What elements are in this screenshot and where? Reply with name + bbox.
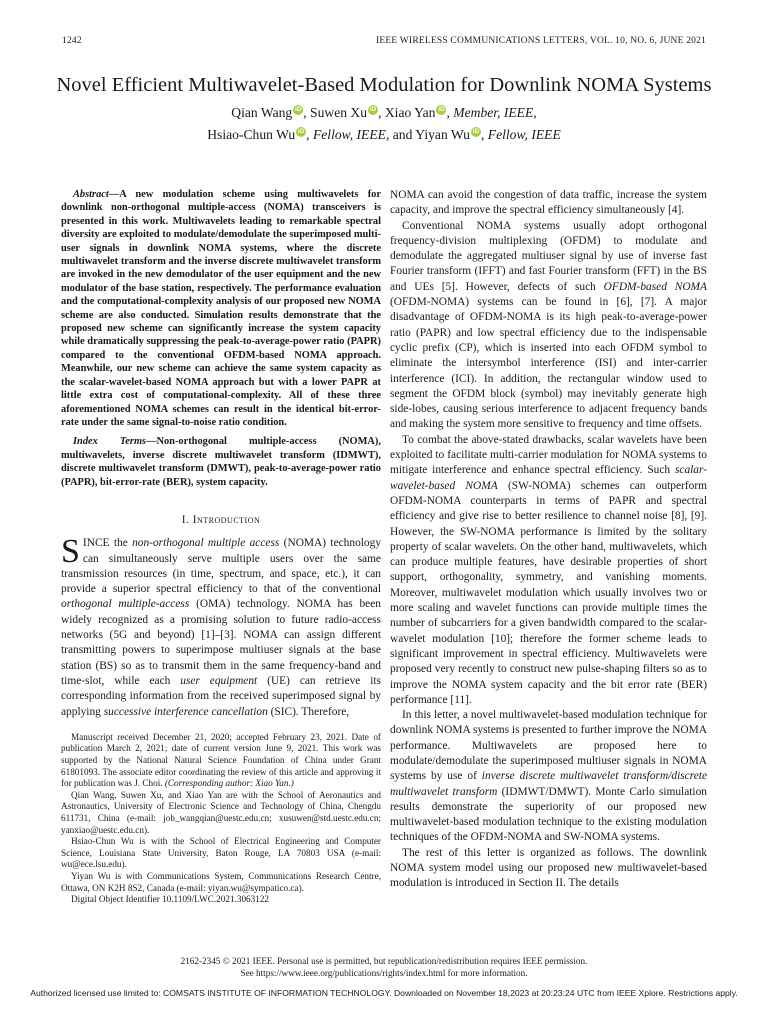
body-paragraph: To combat the above-stated drawbacks, scalar wavelets have been exploited to facilitate multi-carrier modulation for NOMA systems to mitigate interference and enhance spectral efficiency. Such scalar-wavelet-based NOMA (SW-NOMA) schemes can outperform OFDM-NOMA counterparts in terms of PAPR and spectral efficiency and give rise to better resilience to channel noise [8], [9]. However, the SW-NOMA performance is limited by the solitary property of scalar wavelets. On the other hand, multiwavelets, which can produce multiple features, have desirable properties of short support, orthogonality, symmetry, and vanishing moments. Moreover, multiwavelet modulation which usually involves two or more scaling and wavelet functions can provide multiple times the number of subcarriers for a given bandwidth compared to the scalar-wavelet modulation [10]; therefore the former scheme leads to significant improvement in spectral efficiency. Multiwavelets were proposed very recently to construct new pulse-shaping filters so as to improve the NOMA system capacity and the bit error rate (BER) performance [11]. [390, 433, 707, 706]
orcid-icon[interactable]: iD [472, 128, 480, 136]
author-line-2: Hsiao-Chun Wu iD , Fellow, IEEE, and Yiyan Wu iD , Fellow, IEEE [207, 127, 561, 142]
dropcap: S [61, 533, 80, 571]
author-role: Member, IEEE [453, 105, 534, 120]
body-paragraph: Conventional NOMA systems usually adopt orthogonal frequency-division multiplexing (OFDM) to modulate and demodulate the aggregated multiuser signal by use of inverse fast Fourier transform (IFFT) and fast Fourier transform (FFT) in the BS and UEs [5]. However, defects of such OFDM-based NOMA (OFDM-NOMA) systems can be found in [6], [7]. A major disadvantage of OFDM-NOMA is its high peak-to-average-power ratio (PAPR) and low spectral efficiency due to the indispensable cyclic prefix (CP), which is inserted into each OFDM symbol to eliminate the intersymbol interference (ISI) and inter-carrier interference (ICI). In addition, the rectangular window used to segment the OFDM block (symbol) may inevitably generate high side-lobes, causing serious interference to adjacent frequency bands and making the system more sensitive to frequency and time offsets. [390, 219, 707, 431]
author-name: Hsiao-Chun Wu [207, 127, 296, 142]
orcid-icon[interactable]: iD [438, 106, 445, 114]
abstract: Abstract—A new modulation scheme using multiwavelets for downlink non-orthogonal multiple-access (NOMA) transceivers is presented in this work. Multiwavelets leading to remarkable spectral diversity are exploited to modulate/demodulate the superimposed multi-user signals in downlink NOMA systems, where the discrete multiwavelet transform and the inverse discrete multiwavelet transform are invoked in the new demodulator of the user equipment and the new modulator of the base station, respectively. The performance evaluation and the computational-complexity analysis of our proposed new NOMA scheme are also conducted. Simulation results demonstrate that the proposed new scheme can significantly increase the system capacity while dramatically suppressing the peak-to-average-power ratio (PAPR) compared to the conventional OFDM-based NOMA approach. Meanwhile, our new scheme can achieve the same system capacity as the scalar-wavelet-based NOMA approach but with a lower PAPR at little extra cost of computational-complexity. All of these three aforementioned NOMA schemes can result in the identical bit-error-rate under the same signal-to-noise ratio condition. [61, 189, 381, 428]
orcid-icon[interactable]: iD [294, 106, 302, 114]
footnotes [61, 732, 381, 906]
footnote-affiliation: Yiyan Wu is with Communications System, Communications Research Centre, Ottawa, ON K2H 8S2, Canada (e-mail: yiyan.wu@sympatico.ca). [61, 870, 381, 893]
journal-header: IEEE WIRELESS COMMUNICATIONS LETTERS, VOL. 10, NO. 6, JUNE 2021 [376, 36, 706, 46]
index-terms: Index Terms—Non-orthogonal multiple-access (NOMA), multiwavelets, inverse discrete multiwavelet transform (IDMWT), discrete multiwavelet transform (DMWT), peak-to-average-power ratio (PAPR), bit-error-rate (BER), system capacity. [61, 436, 381, 488]
orcid-icon[interactable]: iD [369, 106, 377, 114]
footnote-affiliation: Hsiao-Chun Wu is with the School of Electrical Engineering and Computer Science, Louisiana State University, Baton Rouge, LA 70803 USA (e-mail: wu@ece.lsu.edu). [61, 836, 381, 870]
footnote-manuscript: Manuscript received December 21, 2020; accepted February 23, 2021. Date of publication March 2, 2021; date of current version June 9, 2021. This work was supported by the National Natural Science Foundation of China under Grant 61801093. The associate editor coordinating the review of this article and approving it for publication was J. Choi. (Corresponding author: Xiao Yan.) [61, 731, 381, 789]
rights-link[interactable]: See https://www.ieee.org/publications/rights/index.html for more information. [240, 968, 528, 978]
right-column [390, 188, 707, 892]
orcid-icon[interactable]: iD [297, 128, 305, 136]
body-paragraph: NOMA can avoid the congestion of data traffic, increase the system capacity, and improve the spectral efficiency simultaneously [4]. [390, 189, 707, 217]
page-number: 1242 [62, 36, 82, 46]
author-role: Fellow, IEEE [312, 127, 386, 142]
footnote-affiliation: Qian Wang, Suwen Xu, and Xiao Yan are with the School of Aeronautics and Astronautics, University of Electronic Science and Technology of China, Chengdu 611731, China (e-mail: job_wangqian@uestc.edu.cn; xusuwen@std.uestc.edu.cn; yanxiao@uestc.edu.cn). [61, 789, 381, 835]
author-role: Fellow, IEEE [487, 127, 561, 142]
author-line-1: Qian Wang iD , Suwen Xu iD , Xiao Yan iD , Member, IEEE, [231, 105, 537, 120]
author-name: Yiyan Wu [415, 127, 470, 142]
body-paragraph: The rest of this letter is organized as follows. The downlink NOMA system model using our proposed new multiwavelet-based modulation is introduced in Section II. The details [390, 846, 707, 890]
doi: Digital Object Identifier 10.1109/LWC.2021.3063122 [71, 894, 270, 905]
author-name: Suwen Xu [310, 105, 368, 120]
authorized-use-notice: Authorized licensed use limited to: COMSATS INSTITUTE OF INFORMATION TECHNOLOGY. Downloaded on November 18,2023 at 20:23:24 UTC from IEEE Xplore. Restrictions apply. [30, 988, 738, 998]
author-name: Xiao Yan [384, 105, 436, 120]
intro-paragraph: SINCE the non-orthogonal multiple access (NOMA) technology can simultaneously serve multiple users over the same transmission resources (in time, spectrum, and space, etc.), it can provide a superior spectral efficiency to that of the conventional orthogonal multiple-access (OMA) technology. NOMA has been widely recognized as a promising solution to future radio-access networks (5G and beyond) [1]–[3]. NOMA can assign different transmitting powers to superimpose multiuser signals at the base station (BS) so as to transmit them in the same frequency-band and time-slot, while each user equipment (UE) can retrieve its corresponding information from the received superimposed signal by applying successive interference cancellation (SIC). Therefore, [61, 533, 382, 718]
left-column [61, 188, 381, 906]
author-name: Qian Wang [231, 105, 293, 120]
paper-title: Novel Efficient Multiwavelet-Based Modulation for Downlink NOMA Systems [56, 74, 712, 96]
body-paragraph: In this letter, a novel multiwavelet-based modulation technique for downlink NOMA systems is presented to further improve the NOMA performance. Multiwavelets are proposed here to modulate/demodulate the superimposed multiuser signals in NOMA systems by use of inverse discrete multiwavelet transform/discrete multiwavelet transform (IDMWT/DMWT). Monte Carlo simulation results demonstrate the superiority of our proposed new multiwavelet-based modulation technique to the existing modulation techniques of the OFDM-NOMA and SW-NOMA systems. [390, 709, 708, 844]
copyright-notice: 2162-2345 © 2021 IEEE. Personal use is permitted, but republication/redistribution requires IEEE permission. See https://www.ieee.org/publications/rights/index.html for more information. [0, 955, 768, 979]
section-heading: I. Introduction [181, 513, 261, 526]
